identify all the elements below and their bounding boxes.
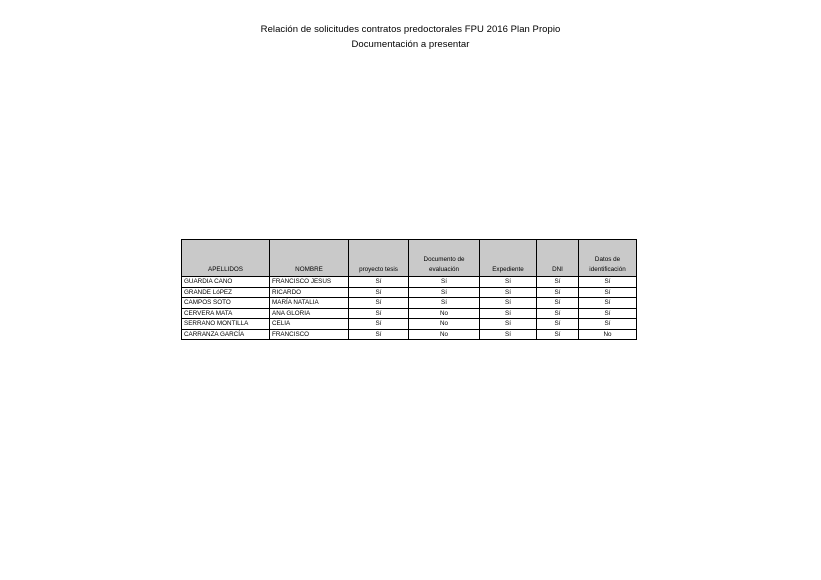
cell-datos-identificacion: Sí (579, 308, 637, 319)
cell-documento-evaluacion: Sí (409, 277, 480, 288)
header-expediente (480, 240, 537, 277)
cell-documento-evaluacion: Sí (409, 298, 480, 309)
cell-dni: Sí (537, 319, 579, 330)
cell-nombre: FRANCISCO JESUS (270, 277, 349, 288)
cell-documento-evaluacion: Sí (409, 287, 480, 298)
cell-datos-identificacion: No (579, 329, 637, 340)
header-line2: evaluación (428, 266, 460, 273)
document-title: Relación de solicitudes contratos predoctorales FPU 2016 Plan Propio (260, 24, 561, 35)
cell-documento-evaluacion: No (409, 329, 480, 340)
header-line1: Documento de (423, 256, 465, 263)
cell-dni: Sí (537, 329, 579, 340)
cell-datos-identificacion: Sí (579, 319, 637, 330)
cell-documento-evaluacion: No (409, 308, 480, 319)
cell-nombre: CELIA (270, 319, 349, 330)
header-nombre (270, 240, 349, 277)
cell-apellidos: GRANDE LóPEZ (182, 287, 270, 298)
cell-proyecto-tesis: Sí (349, 329, 409, 340)
table-row (182, 298, 637, 309)
cell-proyecto-tesis: Sí (349, 298, 409, 309)
cell-expediente: Sí (480, 329, 537, 340)
cell-dni: Sí (537, 287, 579, 298)
table-header-row (182, 240, 637, 277)
header-line1: Datos de (594, 256, 621, 263)
cell-dni: Sí (537, 277, 579, 288)
cell-expediente: Sí (480, 287, 537, 298)
cell-apellidos: GUARDIA CANO (182, 277, 270, 288)
cell-expediente: Sí (480, 277, 537, 288)
cell-datos-identificacion: Sí (579, 298, 637, 309)
header-line2: proyecto tesis (359, 266, 398, 273)
header-line2: APELLIDOS (208, 266, 243, 273)
cell-dni: Sí (537, 298, 579, 309)
cell-apellidos: CERVERA MATA (182, 308, 270, 319)
header-apellidos (182, 240, 270, 277)
cell-apellidos: SERRANO MONTILLA (182, 319, 270, 330)
header-line2: DNI (552, 266, 563, 273)
applications-table (181, 239, 637, 340)
table-row (182, 277, 637, 288)
cell-expediente: Sí (480, 308, 537, 319)
table-row (182, 287, 637, 298)
cell-proyecto-tesis: Sí (349, 287, 409, 298)
header-line2: NOMBRE (295, 266, 323, 273)
cell-nombre: RICARDO (270, 287, 349, 298)
cell-expediente: Sí (480, 298, 537, 309)
cell-nombre: ANA GLORIA (270, 308, 349, 319)
header-line2: identificación (589, 266, 626, 273)
cell-apellidos: CAMPOS SOTO (182, 298, 270, 309)
cell-proyecto-tesis: Sí (349, 319, 409, 330)
cell-nombre: MARÍA NATALIA (270, 298, 349, 309)
header-documento-evaluacion (409, 240, 480, 277)
cell-apellidos: CARRANZA GARCÍA (182, 329, 270, 340)
cell-documento-evaluacion: No (409, 319, 480, 330)
cell-datos-identificacion: Sí (579, 277, 637, 288)
document-subtitle: Documentación a presentar (351, 39, 470, 50)
table-row (182, 319, 637, 330)
cell-expediente: Sí (480, 319, 537, 330)
table-row (182, 329, 637, 340)
header-datos-identificacion (579, 240, 637, 277)
header-dni (537, 240, 579, 277)
cell-proyecto-tesis: Sí (349, 277, 409, 288)
cell-nombre: FRANCISCO (270, 329, 349, 340)
document-title-block (0, 22, 821, 52)
cell-dni: Sí (537, 308, 579, 319)
header-line2: Expediente (492, 266, 524, 273)
table-row (182, 308, 637, 319)
cell-proyecto-tesis: Sí (349, 308, 409, 319)
header-proyecto-tesis (349, 240, 409, 277)
cell-datos-identificacion: Sí (579, 287, 637, 298)
